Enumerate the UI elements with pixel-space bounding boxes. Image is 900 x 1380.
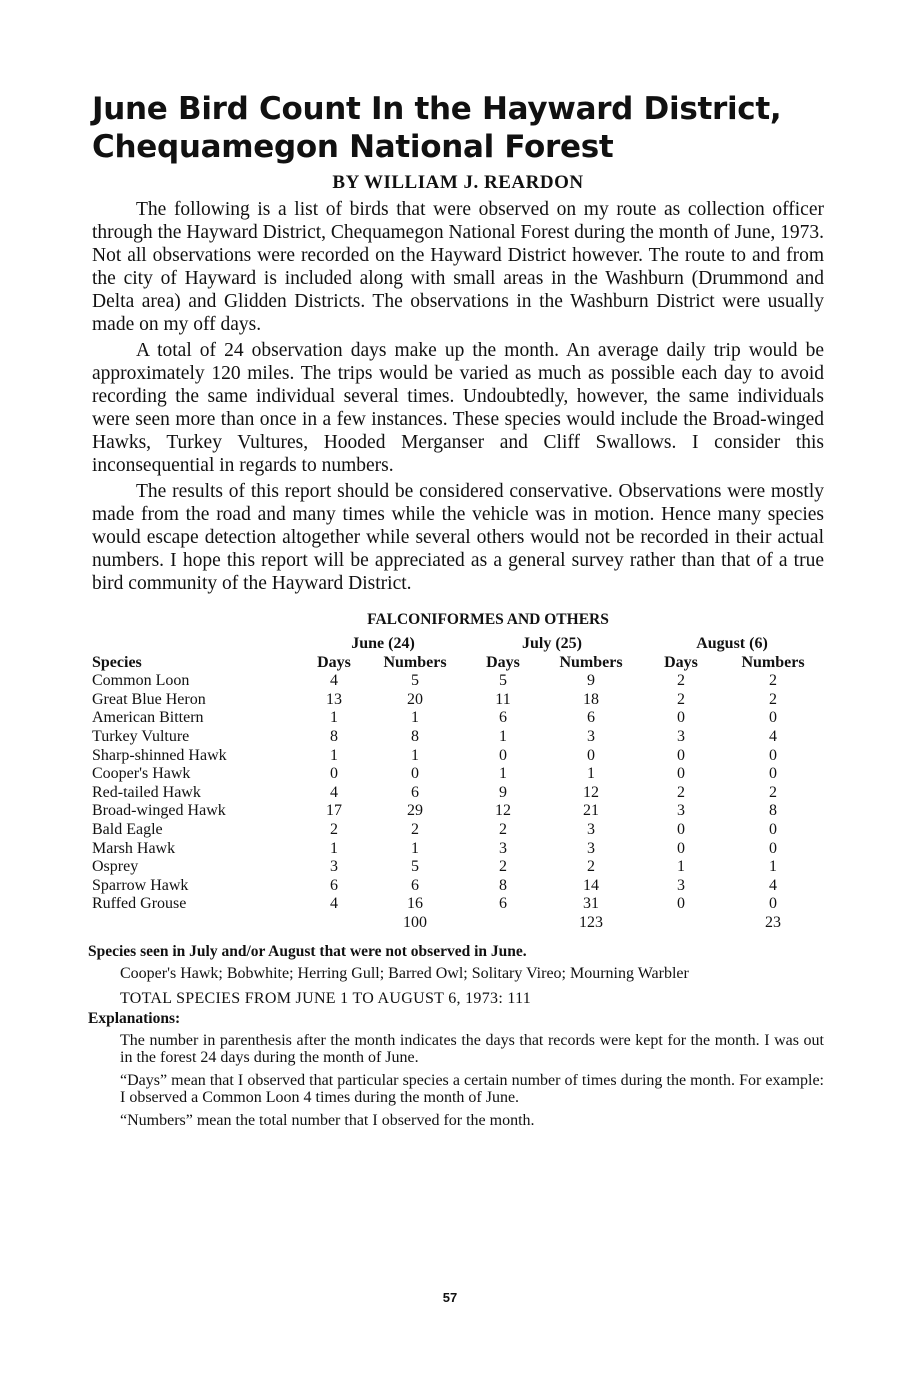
table-row <box>92 672 824 691</box>
july-numbers-cell: 2 <box>587 858 595 876</box>
july-days-cell: 5 <box>499 672 507 690</box>
august-days-header: Days <box>664 653 698 671</box>
july-numbers-cell: 6 <box>587 709 595 727</box>
june-numbers-cell: 20 <box>407 690 423 708</box>
july-numbers-cell: 14 <box>583 876 599 894</box>
explanation-2: “Days” mean that I observed that particular species a certain number of times during the month. For example: I observed a Common Loon 4 times during the month of June. <box>120 1071 824 1106</box>
june-numbers-cell: 6 <box>411 783 419 801</box>
july-numbers-cell: 12 <box>583 783 599 801</box>
july-days-cell: 6 <box>499 895 507 913</box>
july-days-cell: 1 <box>499 765 507 783</box>
july-numbers-cell: 18 <box>583 690 599 708</box>
august-days-cell: 1 <box>677 858 685 876</box>
june-numbers-cell: 2 <box>411 820 419 838</box>
august-numbers-cell: 2 <box>769 672 777 690</box>
august-numbers-cell: 4 <box>769 727 777 745</box>
july-numbers-header: Numbers <box>559 653 623 671</box>
july-days-cell: 8 <box>499 876 507 894</box>
species-cell: Ruffed Grouse <box>92 895 187 913</box>
august-numbers-cell: 0 <box>769 709 777 727</box>
species-cell: American Bittern <box>92 709 204 727</box>
group-july: July (25) <box>522 635 582 652</box>
august-numbers-cell: 2 <box>769 690 777 708</box>
species-cell: Common Loon <box>92 672 190 690</box>
july-numbers-total-cell: 123 <box>579 913 603 931</box>
july-numbers-cell: 3 <box>587 820 595 838</box>
paragraph-1: The following is a list of birds that were observed on my route as collection officer through the Hayward District, Chequamegon National Forest during the month of June, 1973. Not all observations were recorded on the Hayward District however. The route to and from the city of Hayward is included along with small areas in the Washburn (Drummond and Delta area) and Glidden Districts. The observations in the Washburn District were usually made on my off days. <box>92 199 824 335</box>
species-cell: Sparrow Hawk <box>92 876 189 894</box>
june-numbers-cell: 5 <box>411 858 419 876</box>
july-days-header: Days <box>486 653 520 671</box>
species-cell: Osprey <box>92 858 139 876</box>
august-numbers-header: Numbers <box>741 653 805 671</box>
august-numbers-cell: 0 <box>769 895 777 913</box>
june-days-cell: 13 <box>326 690 342 708</box>
july-numbers-cell: 31 <box>583 895 599 913</box>
july-numbers-cell: 3 <box>587 839 595 857</box>
table-row <box>92 895 824 914</box>
species-cell: Turkey Vulture <box>92 727 190 745</box>
total-species: TOTAL SPECIES FROM JUNE 1 TO AUGUST 6, 1973: 111 <box>120 989 532 1007</box>
explanations-heading: Explanations: <box>88 1009 181 1027</box>
july-numbers-cell: 9 <box>587 672 595 690</box>
totals-row <box>92 914 824 933</box>
article <box>88 90 824 1135</box>
table-row <box>92 765 824 784</box>
august-days-cell: 0 <box>677 765 685 783</box>
june-days-cell: 3 <box>330 858 338 876</box>
august-days-cell: 3 <box>677 876 685 894</box>
july-days-cell: 12 <box>495 802 511 820</box>
june-days-cell: 0 <box>330 765 338 783</box>
june-numbers-header: Numbers <box>383 653 447 671</box>
not-june-heading: Species seen in July and/or August that were not observed in June. <box>88 942 527 960</box>
species-cell: Great Blue Heron <box>92 690 206 708</box>
june-days-total-cell <box>302 914 366 933</box>
july-numbers-cell: 0 <box>587 746 595 764</box>
byline: BY WILLIAM J. REARDON <box>332 172 584 193</box>
june-days-cell: 17 <box>326 802 342 820</box>
table-row <box>92 709 824 728</box>
august-numbers-cell: 4 <box>769 876 777 894</box>
june-days-cell: 6 <box>330 876 338 894</box>
species-cell: Marsh Hawk <box>92 839 176 857</box>
species-total-cell <box>92 914 302 933</box>
table-row <box>92 802 824 821</box>
june-numbers-total-cell: 100 <box>403 913 427 931</box>
species-column-header: Species <box>92 653 142 671</box>
august-numbers-cell: 1 <box>769 858 777 876</box>
table-row <box>92 747 824 766</box>
june-days-cell: 1 <box>330 746 338 764</box>
august-days-cell: 2 <box>677 690 685 708</box>
table-group-header-row <box>92 635 824 654</box>
july-numbers-cell: 1 <box>587 765 595 783</box>
june-numbers-cell: 1 <box>411 709 419 727</box>
july-days-cell: 2 <box>499 820 507 838</box>
june-days-header: Days <box>317 653 351 671</box>
table-row <box>92 877 824 896</box>
species-cell: Bald Eagle <box>92 820 163 838</box>
july-days-cell: 3 <box>499 839 507 857</box>
article-title <box>92 90 824 166</box>
explanation-1: The number in parenthesis after the month indicates the days that records were kept for the month. I was out in the forest 24 days during the month of June. <box>120 1031 824 1066</box>
june-days-cell: 4 <box>330 672 338 690</box>
species-cell: Cooper's Hawk <box>92 765 191 783</box>
july-numbers-cell: 21 <box>583 802 599 820</box>
species-cell: Sharp-shinned Hawk <box>92 746 227 764</box>
group-august: August (6) <box>696 635 768 652</box>
june-days-cell: 4 <box>330 783 338 801</box>
species-cell: Red-tailed Hawk <box>92 783 201 801</box>
explanation-3: “Numbers” mean the total number that I observed for the month. <box>120 1111 535 1129</box>
table-row <box>92 691 824 710</box>
table-body <box>92 672 824 932</box>
august-numbers-cell: 0 <box>769 765 777 783</box>
july-days-cell: 9 <box>499 783 507 801</box>
bird-count-table <box>92 635 824 933</box>
july-days-cell: 0 <box>499 746 507 764</box>
june-days-cell: 1 <box>330 839 338 857</box>
not-june-species: Cooper's Hawk; Bobwhite; Herring Gull; Barred Owl; Solitary Vireo; Mourning Warbler <box>120 964 689 982</box>
june-numbers-cell: 8 <box>411 727 419 745</box>
table-row <box>92 858 824 877</box>
august-numbers-cell: 2 <box>769 783 777 801</box>
june-numbers-cell: 16 <box>407 895 423 913</box>
august-days-cell: 0 <box>677 820 685 838</box>
august-days-cell: 2 <box>677 672 685 690</box>
august-days-cell: 0 <box>677 895 685 913</box>
table-row <box>92 840 824 859</box>
june-numbers-cell: 6 <box>411 876 419 894</box>
page-number: 57 <box>442 1290 458 1305</box>
species-cell: Broad-winged Hawk <box>92 802 226 820</box>
august-days-cell: 0 <box>677 839 685 857</box>
june-days-cell: 4 <box>330 895 338 913</box>
july-days-cell: 11 <box>495 690 511 708</box>
august-numbers-cell: 8 <box>769 802 777 820</box>
june-days-cell: 2 <box>330 820 338 838</box>
july-days-cell: 2 <box>499 858 507 876</box>
august-numbers-cell: 0 <box>769 839 777 857</box>
title-line-1: June Bird Count In the Hayward District, <box>92 91 782 127</box>
august-days-cell: 2 <box>677 783 685 801</box>
june-numbers-cell: 1 <box>411 746 419 764</box>
july-days-total-cell <box>464 914 542 933</box>
june-numbers-cell: 29 <box>407 802 423 820</box>
july-days-cell: 6 <box>499 709 507 727</box>
july-days-cell: 1 <box>499 727 507 745</box>
august-days-cell: 3 <box>677 802 685 820</box>
table-title: FALCONIFORMES AND OTHERS <box>367 611 609 628</box>
june-numbers-cell: 5 <box>411 672 419 690</box>
july-numbers-cell: 3 <box>587 727 595 745</box>
august-days-cell: 0 <box>677 746 685 764</box>
group-june: June (24) <box>351 635 415 652</box>
june-numbers-cell: 0 <box>411 765 419 783</box>
august-days-cell: 3 <box>677 727 685 745</box>
august-numbers-cell: 0 <box>769 820 777 838</box>
table-row <box>92 821 824 840</box>
table-sub-header-row <box>92 654 824 673</box>
june-numbers-cell: 1 <box>411 839 419 857</box>
paragraph-3: The results of this report should be considered conservative. Observations were mostly made from the road and many times while the vehicle was in motion. Hence many species would escape detection altogether while several others would not be recorded in their actual numbers. I hope this report will be appreciated as a general survey rather than that of a true bird community of the Hayward District. <box>92 481 824 594</box>
june-days-cell: 1 <box>330 709 338 727</box>
june-days-cell: 8 <box>330 727 338 745</box>
title-line-2: Chequamegon National Forest <box>92 129 614 165</box>
august-days-total-cell <box>640 914 722 933</box>
paragraph-2: A total of 24 observation days make up the month. An average daily trip would be approximately 120 miles. The trips would be varied as much as possible each day to avoid recording the same individual several times. Undoubtedly, however, the same individuals were seen more than once in a few instances. These species would include the Broad-winged Hawks, Turkey Vultures, Hooded Merganser and Cliff Swallows. I consider this inconsequential in regards to numbers. <box>92 340 824 476</box>
table-row <box>92 784 824 803</box>
table-row <box>92 728 824 747</box>
august-numbers-cell: 0 <box>769 746 777 764</box>
august-days-cell: 0 <box>677 709 685 727</box>
august-numbers-total-cell: 23 <box>765 913 781 931</box>
